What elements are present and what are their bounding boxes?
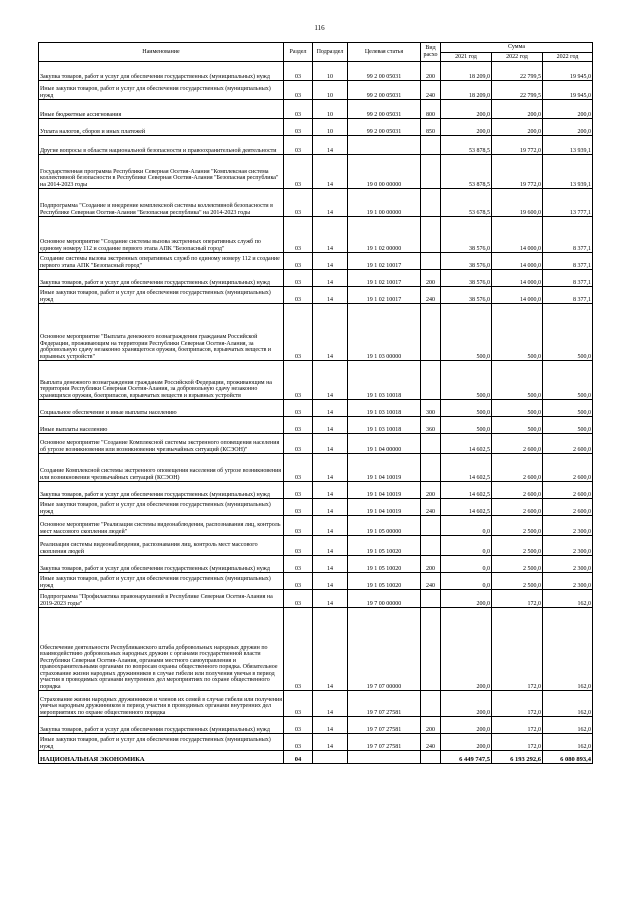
row-value-2022: 172,0 [492, 608, 543, 691]
row-value-2023: 8 377,1 [543, 217, 593, 253]
row-target [348, 751, 421, 764]
row-value-2022: 19 600,0 [492, 189, 543, 217]
row-name: Иные закупки товаров, работ и услуг для обеспечения государственных (муниципальных) нужд [39, 81, 284, 100]
row-razdel: 03 [284, 608, 313, 691]
row-target: 99 2 00 05031 [348, 100, 421, 119]
row-razdel: 03 [284, 100, 313, 119]
row-vid-rashoda [421, 590, 441, 608]
row-razdel: 03 [284, 287, 313, 304]
row-value-2023: 8 377,1 [543, 270, 593, 287]
row-name: Основное мероприятие "Создание Комплексной системы экстренного оповещения населения об угрозе возникновения или возникновении чрезвычайных ситуаций (КСЭОН)" [39, 434, 284, 454]
table-row [39, 556, 593, 573]
row-podrazdel: 14 [313, 590, 348, 608]
row-value-2021: 200,0 [441, 691, 492, 717]
row-value-2022: 172,0 [492, 691, 543, 717]
row-vid-rashoda: 800 [421, 100, 441, 119]
row-podrazdel: 14 [313, 573, 348, 590]
row-value-2022: 200,0 [492, 119, 543, 136]
table-row [39, 590, 593, 608]
row-razdel: 03 [284, 361, 313, 400]
row-razdel: 03 [284, 417, 313, 434]
row-target: 99 2 00 05031 [348, 119, 421, 136]
row-value-2022: 22 799,5 [492, 62, 543, 81]
header-name: Наименование [39, 43, 284, 62]
row-target: 19 1 03 10018 [348, 361, 421, 400]
header-podrazdel: Подраздел [313, 43, 348, 62]
row-razdel: 03 [284, 556, 313, 573]
row-podrazdel: 10 [313, 100, 348, 119]
row-podrazdel: 14 [313, 270, 348, 287]
row-podrazdel: 14 [313, 217, 348, 253]
row-vid-rashoda [421, 434, 441, 454]
row-value-2021: 500,0 [441, 400, 492, 417]
table-row [39, 270, 593, 287]
row-value-2023: 162,0 [543, 734, 593, 751]
row-vid-rashoda [421, 217, 441, 253]
row-name: Уплата налогов, сборов и иных платежей [39, 119, 284, 136]
row-vid-rashoda [421, 691, 441, 717]
row-name: Иные закупки товаров, работ и услуг для обеспечения государственных (муниципальных) нужд [39, 573, 284, 590]
row-value-2022: 2 600,0 [492, 434, 543, 454]
row-vid-rashoda [421, 454, 441, 482]
row-razdel: 03 [284, 434, 313, 454]
row-name: НАЦИОНАЛЬНАЯ ЭКОНОМИКА [39, 751, 284, 764]
row-value-2022: 500,0 [492, 417, 543, 434]
row-podrazdel: 14 [313, 361, 348, 400]
row-value-2022: 172,0 [492, 734, 543, 751]
table-row [39, 573, 593, 590]
row-vid-rashoda [421, 516, 441, 536]
row-value-2023: 162,0 [543, 608, 593, 691]
row-value-2023: 2 600,0 [543, 499, 593, 516]
row-vid-rashoda: 240 [421, 287, 441, 304]
table-row [39, 717, 593, 734]
row-value-2022: 500,0 [492, 304, 543, 361]
row-razdel: 03 [284, 270, 313, 287]
row-value-2021: 14 602,5 [441, 454, 492, 482]
header-sum: Сумма [441, 43, 593, 53]
row-razdel: 03 [284, 253, 313, 270]
row-razdel: 03 [284, 590, 313, 608]
row-podrazdel: 10 [313, 62, 348, 81]
row-value-2021: 200,0 [441, 100, 492, 119]
table-row [39, 119, 593, 136]
row-name: Иные бюджетные ассигнования [39, 100, 284, 119]
row-podrazdel: 10 [313, 81, 348, 100]
row-razdel: 03 [284, 136, 313, 155]
row-target: 19 1 03 00000 [348, 304, 421, 361]
row-value-2023: 162,0 [543, 590, 593, 608]
row-value-2022: 19 772,0 [492, 155, 543, 189]
row-value-2023: 13 939,1 [543, 155, 593, 189]
row-podrazdel: 14 [313, 516, 348, 536]
row-razdel: 03 [284, 119, 313, 136]
table-row [39, 189, 593, 217]
total-row [39, 751, 593, 764]
table-row [39, 434, 593, 454]
row-target: 99 2 00 05031 [348, 62, 421, 81]
row-value-2023: 13 777,1 [543, 189, 593, 217]
row-value-2023: 200,0 [543, 119, 593, 136]
row-vid-rashoda: 360 [421, 417, 441, 434]
row-target [348, 136, 421, 155]
row-vid-rashoda [421, 361, 441, 400]
row-vid-rashoda: 200 [421, 556, 441, 573]
row-value-2021: 18 209,0 [441, 62, 492, 81]
row-target: 19 1 04 10019 [348, 499, 421, 516]
row-name: Другие вопросы в области национальной безопасности и правоохранительной деятельности [39, 136, 284, 155]
row-podrazdel: 14 [313, 482, 348, 499]
row-name: Выплата денежного вознаграждения гражданам Российской Федерации, проживающим на территории Республики Северная Осетия-Алания, за добровольную сдачу незаконно хранящихся оружия, боеприпасов, взрывчатых веществ и взрывных устройств [39, 361, 284, 400]
row-value-2023: 200,0 [543, 100, 593, 119]
row-vid-rashoda [421, 155, 441, 189]
row-name: Основное мероприятие "Реализация системы видеонаблюдения, распознавания лиц, контроль мест массового скопления людей" [39, 516, 284, 536]
row-value-2022: 22 799,5 [492, 81, 543, 100]
row-value-2022: 19 772,0 [492, 136, 543, 155]
row-razdel: 03 [284, 536, 313, 556]
row-value-2023: 2 300,0 [543, 573, 593, 590]
row-vid-rashoda [421, 189, 441, 217]
row-podrazdel: 14 [313, 304, 348, 361]
row-razdel: 03 [284, 217, 313, 253]
row-name: Основное мероприятие "Выплата денежного вознаграждения гражданам Российской Федерации, проживающим на территории Республики Северная Осетия-Алания, за добровольную сдачу незаконно хранящегося оружия, боеприпасов, взрывчатых веществ и взрывных устройств" [39, 304, 284, 361]
row-target: 19 1 04 00000 [348, 434, 421, 454]
row-value-2022: 2 500,0 [492, 573, 543, 590]
row-vid-rashoda: 200 [421, 270, 441, 287]
row-vid-rashoda: 200 [421, 482, 441, 499]
row-vid-rashoda: 200 [421, 62, 441, 81]
row-razdel: 03 [284, 304, 313, 361]
row-name: Закупка товаров, работ и услуг для обеспечения государственных (муниципальных) нужд [39, 270, 284, 287]
row-podrazdel: 14 [313, 717, 348, 734]
row-target: 19 1 02 10017 [348, 270, 421, 287]
row-value-2021: 500,0 [441, 304, 492, 361]
row-name: Создание Комплексной системы экстренного оповещения населения об угрозе возникновения или возникновении чрезвычайных ситуаций (КСЭОН) [39, 454, 284, 482]
row-razdel: 03 [284, 516, 313, 536]
row-value-2022: 14 000,0 [492, 287, 543, 304]
row-vid-rashoda [421, 304, 441, 361]
row-value-2023: 162,0 [543, 691, 593, 717]
table-row [39, 499, 593, 516]
row-razdel: 03 [284, 499, 313, 516]
row-podrazdel: 14 [313, 454, 348, 482]
row-name: Обеспечение деятельности Республиканского штаба добровольных народных дружин по взаимодействию добровольных народных дружин с органами государственной власти Республики Северная Осетия-Алания, органами местного самоуправления и правоохранительными органами по вопросам охраны общественного порядка. Обязательное страхование жизни народных дружинников в случае гибели или получения увечья в период участия в проводимых органами внутренних дел мероприятиях по охране общественного порядка [39, 608, 284, 691]
row-value-2022: 14 000,0 [492, 217, 543, 253]
row-target: 99 2 00 05031 [348, 81, 421, 100]
row-name: Реализация системы видеонаблюдения, распознавания лиц, контроль мест массового скопления людей [39, 536, 284, 556]
row-value-2022: 14 000,0 [492, 270, 543, 287]
table-row [39, 304, 593, 361]
row-target: 19 1 04 10019 [348, 482, 421, 499]
row-value-2022: 500,0 [492, 361, 543, 400]
row-podrazdel: 14 [313, 734, 348, 751]
row-vid-rashoda [421, 751, 441, 764]
table-row [39, 608, 593, 691]
row-value-2023: 500,0 [543, 361, 593, 400]
row-target: 19 1 03 10018 [348, 417, 421, 434]
row-target: 19 1 02 10017 [348, 253, 421, 270]
row-podrazdel: 14 [313, 556, 348, 573]
row-razdel: 03 [284, 62, 313, 81]
row-razdel: 04 [284, 751, 313, 764]
row-value-2021: 38 576,0 [441, 217, 492, 253]
row-value-2022: 172,0 [492, 717, 543, 734]
row-value-2021: 14 602,5 [441, 499, 492, 516]
row-value-2023: 2 600,0 [543, 434, 593, 454]
row-target: 19 0 00 00000 [348, 155, 421, 189]
row-name: Государственная программа Республики Северная Осетия-Алания "Комплексная система коллективной безопасности в Республике Северная Осетия-Алания "Безопасная республика" на 2014-2023 годы [39, 155, 284, 189]
row-value-2022: 2 600,0 [492, 499, 543, 516]
table-row [39, 400, 593, 417]
row-value-2021: 200,0 [441, 608, 492, 691]
table-row [39, 253, 593, 270]
row-vid-rashoda: 300 [421, 400, 441, 417]
table-row [39, 287, 593, 304]
row-value-2021: 0,0 [441, 556, 492, 573]
row-target: 19 7 07 27581 [348, 717, 421, 734]
row-name: Иные закупки товаров, работ и услуг для обеспечения государственных (муниципальных) нужд [39, 499, 284, 516]
row-value-2021: 0,0 [441, 516, 492, 536]
row-podrazdel: 14 [313, 691, 348, 717]
row-value-2021: 200,0 [441, 590, 492, 608]
row-name: Иные выплаты населению [39, 417, 284, 434]
row-value-2022: 200,0 [492, 100, 543, 119]
row-value-2021: 14 602,5 [441, 482, 492, 499]
row-vid-rashoda: 240 [421, 499, 441, 516]
row-vid-rashoda: 240 [421, 81, 441, 100]
row-value-2021: 500,0 [441, 417, 492, 434]
row-razdel: 03 [284, 400, 313, 417]
row-value-2021: 53 678,5 [441, 189, 492, 217]
header-razdel: Раздел [284, 43, 313, 62]
row-podrazdel: 14 [313, 253, 348, 270]
row-value-2022: 2 500,0 [492, 516, 543, 536]
row-name: Создание системы вызова экстренных оперативных служб по единому номеру 112 и создание первого этапа АПК "Безопасный город" [39, 253, 284, 270]
row-target: 19 7 07 00000 [348, 608, 421, 691]
row-value-2023: 162,0 [543, 717, 593, 734]
table-row [39, 62, 593, 81]
table-row [39, 155, 593, 189]
table-row [39, 217, 593, 253]
table-row [39, 454, 593, 482]
row-name: Социальное обеспечение и иные выплаты населению [39, 400, 284, 417]
row-target: 19 1 02 10017 [348, 287, 421, 304]
row-razdel: 03 [284, 691, 313, 717]
row-value-2021: 38 576,0 [441, 270, 492, 287]
row-podrazdel: 14 [313, 287, 348, 304]
row-podrazdel: 14 [313, 136, 348, 155]
row-value-2023: 8 377,1 [543, 253, 593, 270]
table-row [39, 81, 593, 100]
row-value-2021: 38 576,0 [441, 287, 492, 304]
table-row [39, 516, 593, 536]
row-razdel: 03 [284, 454, 313, 482]
row-name: Подпрограмма "Профилактика правонарушений в Республике Северная Осетия-Алания на 2019-2023 годы" [39, 590, 284, 608]
row-target: 19 7 00 00000 [348, 590, 421, 608]
row-vid-rashoda [421, 536, 441, 556]
row-target: 19 1 05 10020 [348, 536, 421, 556]
row-podrazdel: 14 [313, 608, 348, 691]
row-name: Основное мероприятие "Создание системы вызова экстренных оперативных служб по единому номеру 112 и создание первого этапа АПК "Безопасный город" [39, 217, 284, 253]
row-podrazdel: 14 [313, 417, 348, 434]
table-row [39, 361, 593, 400]
row-value-2022: 500,0 [492, 400, 543, 417]
row-value-2021: 0,0 [441, 573, 492, 590]
row-razdel: 03 [284, 573, 313, 590]
header-vid-rashoda: Вид расхо [421, 43, 441, 62]
row-value-2022: 2 500,0 [492, 556, 543, 573]
row-value-2021: 200,0 [441, 717, 492, 734]
row-target: 19 7 07 27581 [348, 734, 421, 751]
row-value-2023: 19 945,0 [543, 81, 593, 100]
row-value-2022: 14 000,0 [492, 253, 543, 270]
row-target: 19 1 04 10019 [348, 454, 421, 482]
row-razdel: 03 [284, 482, 313, 499]
row-value-2023: 19 945,0 [543, 62, 593, 81]
table-row [39, 691, 593, 717]
header-year-2021: 2021 год [441, 53, 492, 62]
row-name: Закупка товаров, работ и услуг для обеспечения государственных (муниципальных) нужд [39, 556, 284, 573]
row-name: Страхование жизни народных дружинников и членов их семей в случае гибели или получения увечья народным дружинником в период участия в проводимых органами внутренних дел мероприятиях по охране общественного порядка [39, 691, 284, 717]
row-vid-rashoda: 200 [421, 717, 441, 734]
row-vid-rashoda: 850 [421, 119, 441, 136]
row-podrazdel: 14 [313, 189, 348, 217]
row-value-2023: 2 600,0 [543, 482, 593, 499]
row-podrazdel [313, 751, 348, 764]
row-target: 19 1 00 00000 [348, 189, 421, 217]
row-value-2023: 500,0 [543, 417, 593, 434]
row-name: Закупка товаров, работ и услуг для обеспечения государственных (муниципальных) нужд [39, 717, 284, 734]
row-value-2022: 2 500,0 [492, 536, 543, 556]
row-vid-rashoda: 240 [421, 734, 441, 751]
header-year-2022: 2022 год [492, 53, 543, 62]
row-value-2022: 2 600,0 [492, 454, 543, 482]
row-value-2021: 200,0 [441, 734, 492, 751]
row-razdel: 03 [284, 81, 313, 100]
table-row [39, 482, 593, 499]
row-name: Закупка товаров, работ и услуг для обеспечения государственных (муниципальных) нужд [39, 62, 284, 81]
row-name: Иные закупки товаров, работ и услуг для обеспечения государственных (муниципальных) нужд [39, 734, 284, 751]
row-value-2023: 500,0 [543, 304, 593, 361]
row-value-2021: 0,0 [441, 536, 492, 556]
row-podrazdel: 10 [313, 119, 348, 136]
row-value-2023: 13 939,1 [543, 136, 593, 155]
row-vid-rashoda [421, 608, 441, 691]
row-target: 19 7 07 27581 [348, 691, 421, 717]
row-value-2021: 18 209,0 [441, 81, 492, 100]
row-value-2022: 172,0 [492, 590, 543, 608]
header-year-2023: 2022 год [543, 53, 593, 62]
row-value-2023: 8 377,1 [543, 287, 593, 304]
row-vid-rashoda [421, 253, 441, 270]
row-podrazdel: 14 [313, 400, 348, 417]
row-value-2021: 53 878,5 [441, 136, 492, 155]
row-value-2021: 6 449 747,5 [441, 751, 492, 764]
row-podrazdel: 14 [313, 499, 348, 516]
row-name: Иные закупки товаров, работ и услуг для обеспечения государственных (муниципальных) нужд [39, 287, 284, 304]
table-row [39, 100, 593, 119]
row-razdel: 03 [284, 717, 313, 734]
row-target: 19 1 03 10018 [348, 400, 421, 417]
row-value-2023: 500,0 [543, 400, 593, 417]
row-value-2021: 14 602,5 [441, 434, 492, 454]
row-value-2022: 2 600,0 [492, 482, 543, 499]
row-value-2023: 2 600,0 [543, 454, 593, 482]
row-razdel: 03 [284, 155, 313, 189]
row-vid-rashoda: 240 [421, 573, 441, 590]
row-value-2023: 2 300,0 [543, 556, 593, 573]
row-target: 19 1 02 00000 [348, 217, 421, 253]
row-name: Подпрограмма "Создание и внедрение комплексной системы коллективной безопасности в Республике Северная Осетия-Алания "Безопасная республика" на 2014-2023 годы [39, 189, 284, 217]
row-value-2021: 500,0 [441, 361, 492, 400]
row-podrazdel: 14 [313, 536, 348, 556]
row-razdel: 03 [284, 734, 313, 751]
page-number: 116 [314, 24, 325, 32]
row-value-2023: 2 300,0 [543, 536, 593, 556]
row-podrazdel: 14 [313, 155, 348, 189]
row-vid-rashoda [421, 136, 441, 155]
row-value-2022: 6 193 292,6 [492, 751, 543, 764]
row-podrazdel: 14 [313, 434, 348, 454]
row-razdel: 03 [284, 189, 313, 217]
table-row [39, 136, 593, 155]
row-value-2021: 200,0 [441, 119, 492, 136]
table-row [39, 536, 593, 556]
budget-table [38, 42, 593, 764]
row-target: 19 1 05 00000 [348, 516, 421, 536]
row-value-2021: 38 576,0 [441, 253, 492, 270]
row-name: Закупка товаров, работ и услуг для обеспечения государственных (муниципальных) нужд [39, 482, 284, 499]
table-row [39, 734, 593, 751]
row-target: 19 1 05 10020 [348, 556, 421, 573]
header-target: Целевая статья [348, 43, 421, 62]
row-value-2021: 53 878,5 [441, 155, 492, 189]
table-row [39, 417, 593, 434]
row-target: 19 1 05 10020 [348, 573, 421, 590]
row-value-2023: 6 080 893,4 [543, 751, 593, 764]
row-value-2023: 2 300,0 [543, 516, 593, 536]
